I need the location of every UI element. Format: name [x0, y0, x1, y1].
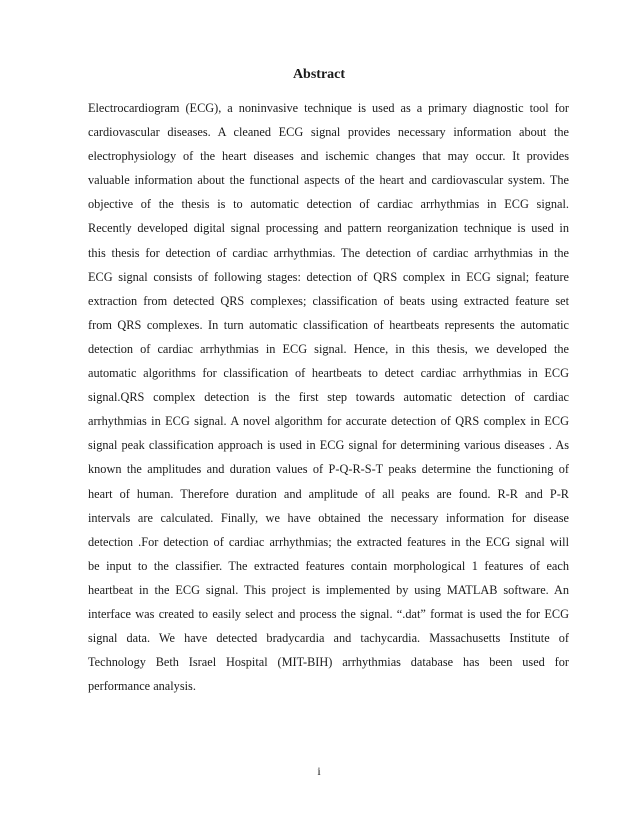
abstract-line: automatic algorithms for classification of heartbeats to detect cardiac arrhythmias in ECG [88, 366, 569, 381]
abstract-line: this thesis for detection of cardiac arrhythmias. The detection of cardiac arrhythmias in the [88, 245, 569, 260]
page-title: Abstract [292, 67, 346, 82]
abstract-line: Recently developed digital signal processing and pattern reorganization technique is used in [88, 221, 569, 236]
abstract-line: interface was created to easily select and process the signal. “.dat” format is used the for ECG [88, 606, 569, 621]
abstract-line: intervals are calculated. Finally, we have obtained the necessary information for disease [88, 510, 569, 525]
abstract-line: objective of the thesis is to automatic detection of cardiac arrhythmias in ECG signal. [88, 197, 569, 212]
abstract-line: cardiovascular diseases. A cleaned ECG signal provides necessary information about the [88, 125, 569, 140]
abstract-line: Electrocardiogram (ECG), a noninvasive technique is used as a primary diagnostic tool for [88, 101, 569, 115]
abstract-line: Technology Beth Israel Hospital (MIT-BIH) arrhythmias database has been used for [88, 655, 569, 670]
abstract-line: ECG signal consists of following stages: detection of QRS complex in ECG signal; feature [88, 269, 569, 284]
abstract-line: arrhythmias in ECG signal. A novel algorithm for accurate detection of QRS complex in ECG [88, 414, 569, 429]
page-number: i [317, 764, 321, 778]
abstract-line: detection of cardiac arrhythmias in ECG signal. Hence, in this thesis, we developed the [88, 341, 569, 356]
abstract-line: from QRS complexes. In turn automatic classification of heartbeats represents the automatic [88, 317, 569, 332]
abstract-line: known the amplitudes and duration values of P-Q-R-S-T peaks determine the functioning of [88, 462, 569, 477]
abstract-line: signal peak classification approach is used in ECG signal for determining various diseases . As [88, 438, 569, 453]
abstract-line: detection .For detection of cardiac arrhythmias; the extracted features in the ECG signal will [88, 534, 569, 549]
abstract-line: heart of human. Therefore duration and amplitude of all peaks are found. R-R and P-R [88, 486, 569, 501]
abstract-line: electrophysiology of the heart diseases and ischemic changes that may occur. It provides [88, 149, 569, 164]
abstract-line: be input to the classifier. The extracted features contain morphological 1 features of each [88, 558, 569, 573]
abstract-line: signal data. We have detected bradycardia and tachycardia. Massachusetts Institute of [88, 631, 569, 646]
abstract-line: extraction from detected QRS complexes; classification of beats using extracted feature set [88, 293, 569, 308]
abstract-body [88, 96, 569, 698]
abstract-line: signal.QRS complex detection is the first step towards automatic detection of cardiac [88, 390, 569, 405]
abstract-line: performance analysis. [88, 679, 196, 694]
abstract-line: heartbeat in the ECG signal. This project is implemented by using MATLAB software. An [88, 582, 569, 597]
abstract-line: valuable information about the functional aspects of the heart and cardiovascular system. The [88, 173, 569, 188]
